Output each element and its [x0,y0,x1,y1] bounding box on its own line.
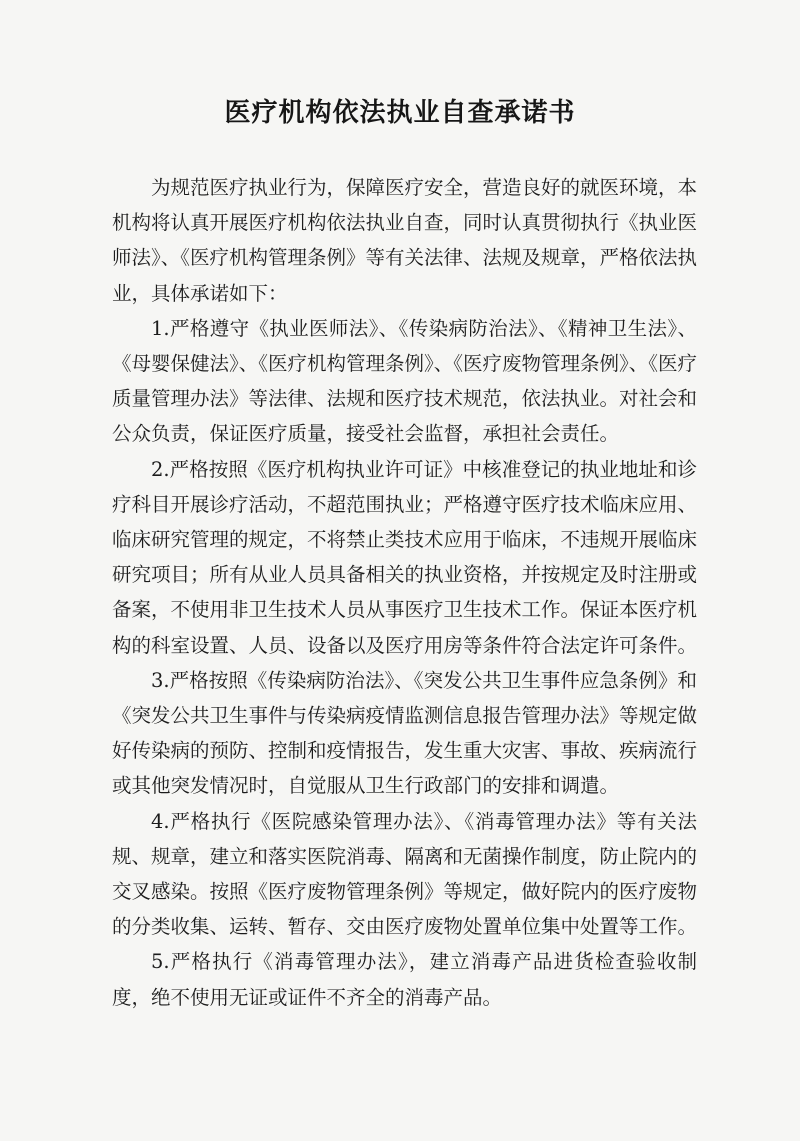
document-title: 医疗机构依法执业自查承诺书 [224,98,576,128]
commitment-item-3: 3.严格按照《传染病防治法》、《突发公共卫生事件应急条例》和《突发公共卫生事件与传染病疫情监测信息报告管理办法》等规定做好传染病的预防、控制和疫情报告，发生重大灾害、事故、疾病流行或其他突发情况时，自觉服从卫生行政部门的安排和调遣。 [112,668,698,798]
document-body [112,170,697,1015]
commitment-item-4: 4.严格执行《医院感染管理办法》、《消毒管理办法》等有关法规、规章，建立和落实医院消毒、隔离和无菌操作制度，防止院内的交叉感染。按照《医疗废物管理条例》等规定，做好院内的医疗废物的分类收集、运转、暂存、交由医疗废物处置单位集中处置等工作。 [112,809,698,939]
commitment-item-2: 2.严格按照《医疗机构执业许可证》中核准登记的执业地址和诊疗科目开展诊疗活动，不超范围执业；严格遵守医疗技术临床应用、临床研究管理的规定，不将禁止类技术应用于临床，不违规开展临床研究项目；所有从业人员具备相关的执业资格，并按规定及时注册或备案，不使用非卫生技术人员从事医疗卫生技术工作。保证本医疗机构的科室设置、人员、设备以及医疗用房等条件符合法定许可条件。 [112,457,698,657]
intro-paragraph: 为规范医疗执业行为，保障医疗安全，营造良好的就医环境，本机构将认真开展医疗机构依法执业自查，同时认真贯彻执行《执业医师法》、《医疗机构管理条例》等有关法律、法规及规章，严格依法执业，具体承诺如下： [112,176,698,305]
commitment-item-1: 1.严格遵守《执业医师法》、《传染病防治法》、《精神卫生法》、《母婴保健法》、《医疗机构管理条例》、《医疗废物管理条例》、《医疗质量管理办法》等法律、法规和医疗技术规范，依法执业。对社会和公众负责，保证医疗质量，接受社会监督，承担社会责任。 [112,316,698,446]
commitment-item-5: 5.严格执行《消毒管理办法》，建立消毒产品进货检查验收制度，绝不使用无证或证件不齐全的消毒产品。 [112,950,697,1009]
